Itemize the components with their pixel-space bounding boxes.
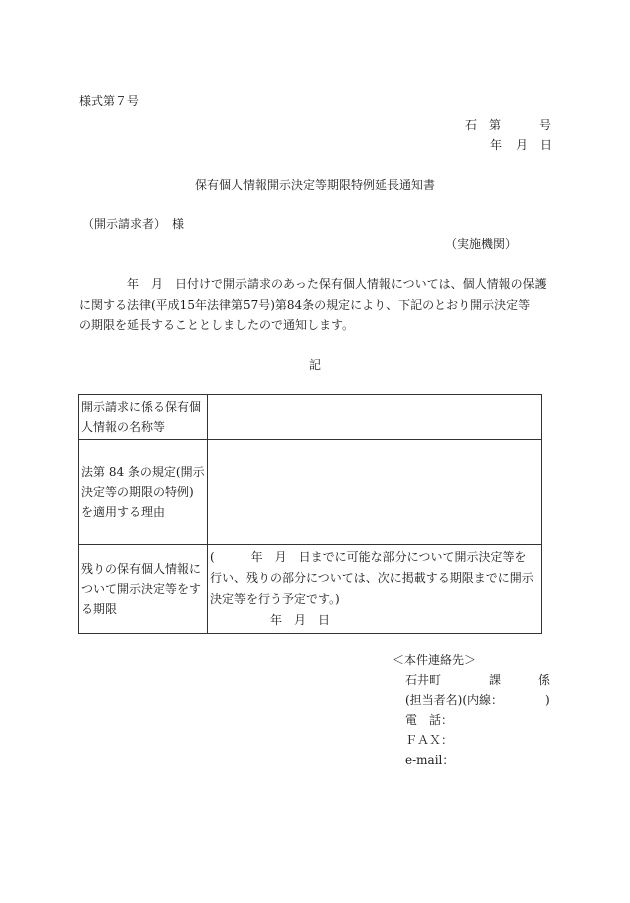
value-line: ( 年 月 日までに可能な部分について開示決定等を bbox=[210, 550, 527, 564]
value-line: 行い、残りの部分については、次に掲載する期限までに開示 bbox=[210, 571, 534, 585]
contact-department bbox=[392, 670, 552, 690]
doc-date-month: 月 bbox=[516, 138, 529, 152]
label-line: 人情報の名称等 bbox=[81, 420, 166, 434]
contact-person-close: ) bbox=[545, 693, 550, 707]
row-value-reason bbox=[208, 440, 542, 545]
label-line: る期限 bbox=[81, 602, 118, 616]
contact-email bbox=[392, 750, 552, 770]
contact-fax bbox=[392, 730, 552, 750]
label-line: 残りの保有個人情報に bbox=[81, 562, 202, 576]
details-table bbox=[78, 394, 542, 634]
doc-number-prefix: 石 bbox=[465, 118, 478, 132]
table-row bbox=[79, 440, 542, 545]
label-line: ついて開示決定等をす bbox=[81, 582, 202, 596]
row-label-name bbox=[79, 395, 208, 440]
label-line: 決定等の期限の特例) bbox=[81, 485, 194, 499]
contact-block bbox=[392, 650, 552, 770]
value-line: 年 月 日 bbox=[210, 613, 331, 627]
row-label-reason bbox=[79, 440, 208, 545]
contact-fax-label: ＦＡＸ： bbox=[405, 733, 454, 747]
implementing-agency: （実施機関） bbox=[445, 237, 518, 251]
contact-tel bbox=[392, 710, 552, 730]
contact-tel-label: 電 話： bbox=[405, 713, 454, 727]
contact-section: 課 bbox=[489, 673, 502, 687]
row-label-deadline bbox=[79, 545, 208, 634]
table-row bbox=[79, 545, 542, 634]
body-line: の期限を延長することとしましたので通知します。 bbox=[79, 318, 355, 332]
label-line: 開示請求に係る保有個 bbox=[81, 400, 202, 414]
value-line: 決定等を行う予定です。) bbox=[210, 592, 340, 606]
contact-heading bbox=[392, 650, 552, 670]
body-line: 年 月 日付けで開示請求のあった保有個人情報については、個人情報の保護 bbox=[79, 277, 547, 291]
doc-date-day: 日 bbox=[540, 138, 553, 152]
doc-number-mid: 第 bbox=[489, 118, 502, 132]
label-line: 法第 84 条の規定(開示 bbox=[81, 465, 205, 479]
doc-date-year: 年 bbox=[490, 138, 503, 152]
form-number: 様式第７号 bbox=[79, 94, 140, 108]
doc-number-suffix: 号 bbox=[539, 118, 552, 132]
recipient: （開示請求者） 様 bbox=[82, 217, 185, 231]
ki-heading: 記 bbox=[308, 358, 321, 372]
contact-unit: 係 bbox=[538, 673, 551, 687]
document-title: 保有個人情報開示決定等期限特例延長通知書 bbox=[194, 178, 435, 192]
contact-heading-text: ＜本件連絡先＞ bbox=[392, 653, 477, 667]
contact-town: 石井町 bbox=[405, 673, 442, 687]
body-paragraph bbox=[79, 274, 554, 336]
contact-email-label: e-mail： bbox=[405, 753, 455, 767]
contact-person bbox=[392, 690, 552, 710]
row-value-deadline bbox=[208, 545, 542, 634]
label-line: を適用する理由 bbox=[81, 505, 166, 519]
body-line: に関する法律(平成15年法律第57号)第84条の規定により、下記のとおり開示決定等 bbox=[79, 297, 531, 312]
row-value-name bbox=[208, 395, 542, 440]
table-row bbox=[79, 395, 542, 440]
contact-person-label: (担当者名)(内線： bbox=[405, 693, 504, 707]
